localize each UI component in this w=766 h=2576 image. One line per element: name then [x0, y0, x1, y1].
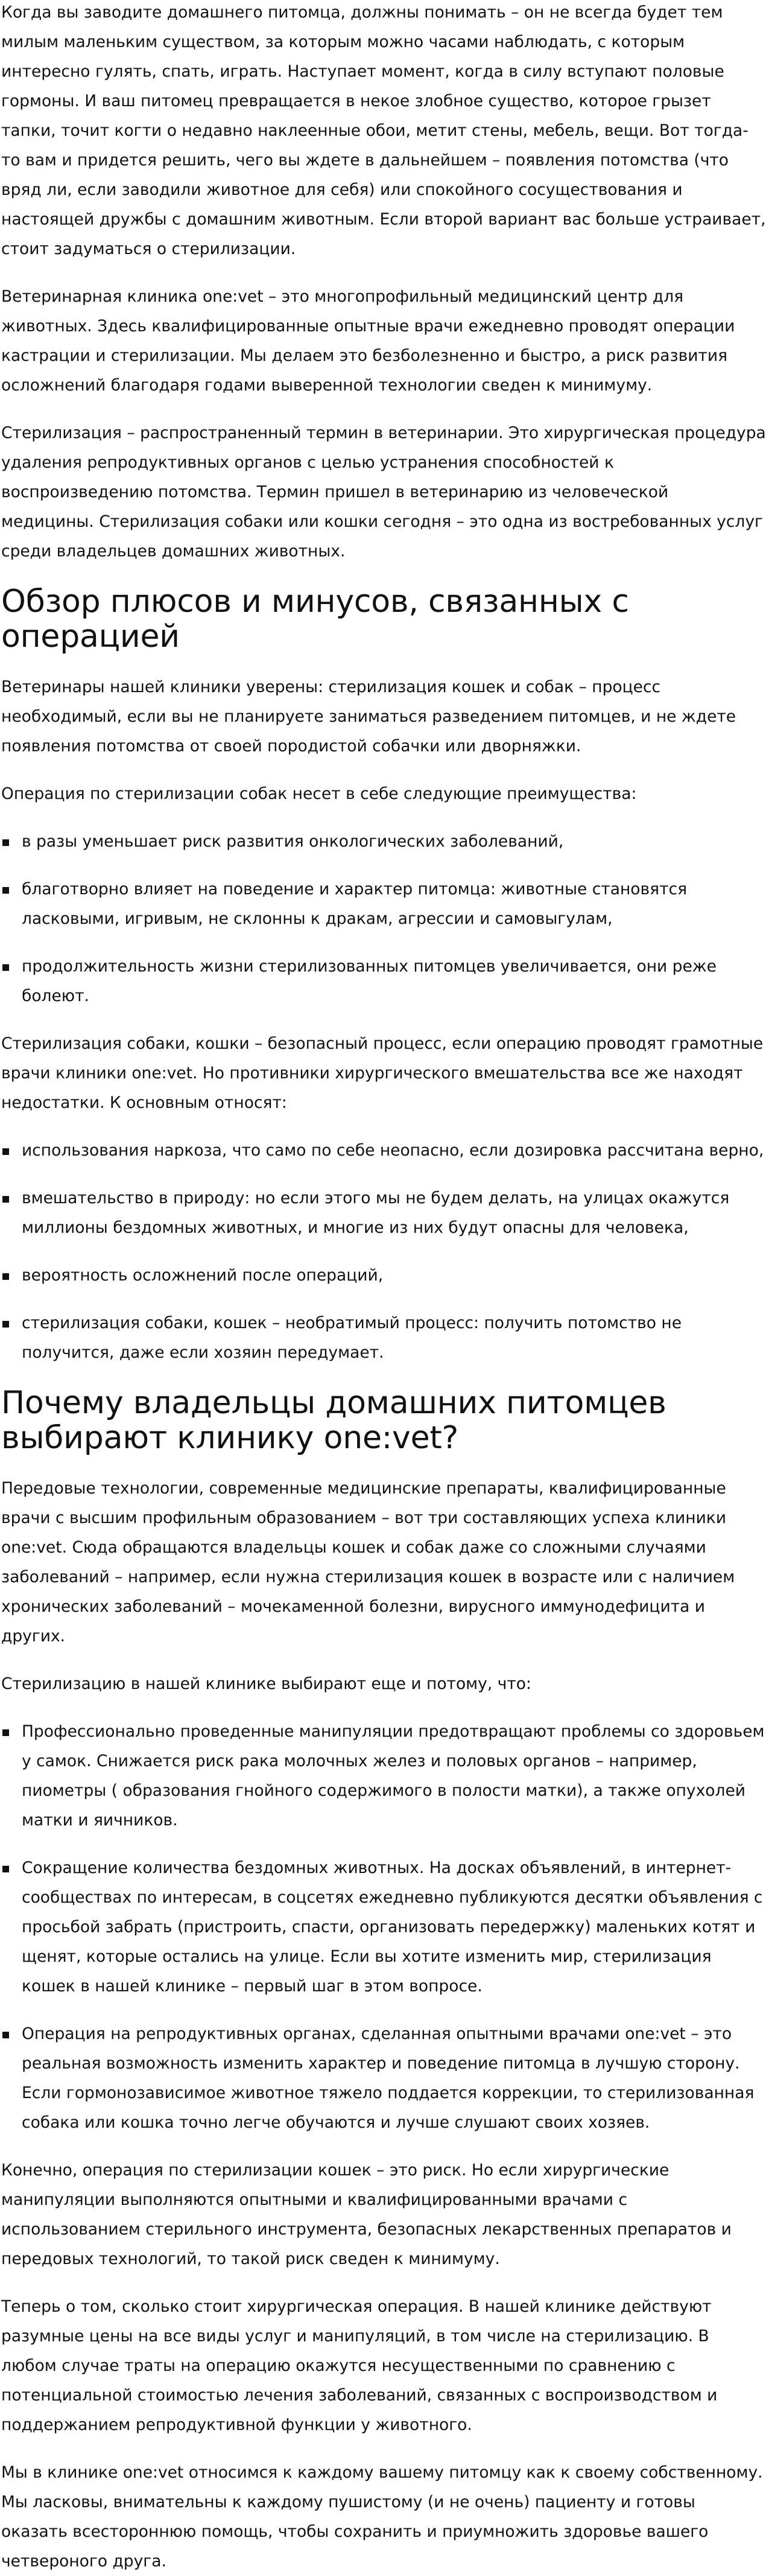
list-item [1, 874, 766, 933]
list-item-text: использования наркоза, что само по себе неопасно, если дозировка рассчитана верно, [22, 1141, 764, 1160]
intro-paragraph-3: Стерилизация – распространенный термин в ветеринарии. Это хирургическая процедура удаления репродуктивных органов с целью устранения способностей к воспроизведению потомства. Термин пришел в ветеринарию из человеческой медицины. Стерилизация собаки или кошки сегодня – это одна из востребованных услуг среди владельцев домашних животных. [1, 424, 766, 561]
cons-list [1, 1136, 766, 1367]
pros-cons-paragraph-2: Операция по стерилизации собак несет в себе следующие преимущества: [1, 784, 637, 803]
list-item-text: в разы уменьшает риск развития онкологических заболеваний, [22, 832, 564, 851]
list-item [1, 1261, 766, 1290]
intro-paragraph-1: Когда вы заводите домашнего питомца, должны понимать – он не всегда будет тем милым маленьким существом, за которым можно часами наблюдать, с которым интересно гулять, спать, играть. Наступает момент, когда в силу вступают половые гормоны. И ваш питомец превращается в некое злобное существо, которое грызет тапки, точит когти о недавно наклеенные обои, метит стены, мебель, вещи. Вот тогда-то вам и придется решить, чего вы ждете в дальнейшем – появления потомства (что вряд ли, если заводили животное для себя) или спокойного сосуществования и настоящей дружбы с домашним животным. Если второй вариант вас больше устраивает, стоит задуматься о стерилизации. [1, 3, 766, 258]
list-item-text: вероятность осложнений после операций, [22, 1266, 384, 1285]
bullet-square-icon [2, 887, 9, 894]
why-clinic-paragraph-3: Конечно, операция по стерилизации кошек – это риск. Но если хирургические манипуляции выполняются опытными и квалифицированными врачами с использованием стерильного инструмента, безопасных лекарственных препаратов и передовых технологий, то такой риск сведен к минимуму. [1, 2161, 732, 2268]
bullet-square-icon [2, 964, 9, 971]
bullet-square-icon [2, 2032, 9, 2038]
why-clinic-paragraph-4: Теперь о том, сколько стоит хирургическая операция. В нашей клинике действуют разумные цены на все виды услуг и манипуляций, в том числе на стерилизацию. В любом случае траты на операцию окажутся несущественными по сравнению с потенциальной стоимостью лечения заболеваний, связанных с воспроизводством и поддержанием репродуктивной функции у животного. [1, 2297, 718, 2434]
why-clinic-paragraph-2: Стерилизацию в нашей клинике выбирают еще и потому, что: [1, 1674, 531, 1693]
section-heading-pros-cons: Обзор плюсов и минусов, связанных с операцией [1, 584, 629, 655]
list-item-text: Сокращение количества бездомных животных. На досках объявлений, в интернет-сообществах по интересам, в соцсетях ежедневно публикуются десятки объявления с просьбой забрать (пристроить, спасти, организовать передержку) маленьких котят и щенят, которые остались на улице. Если вы хотите изменить мир, стерилизация кошек в нашей клинике – первый шаг в этом вопросе. [22, 1859, 763, 1996]
list-item [1, 827, 766, 856]
list-item [1, 1717, 766, 1835]
list-item [1, 1183, 766, 1242]
bullet-square-icon [2, 1273, 9, 1280]
list-item [1, 2019, 766, 2137]
bullet-square-icon [2, 1196, 9, 1203]
bullet-square-icon [2, 1321, 9, 1328]
pros-cons-paragraph-1: Ветеринары нашей клиники уверены: стерилизация кошек и собак – процесс необходимый, если вы не планируете заниматься разведением питомцев, и не ждете появления потомства от своей породистой собачки или дворняжки. [1, 678, 736, 755]
bullet-square-icon [2, 839, 9, 846]
intro-paragraph-2: Ветеринарная клиника one:vet – это многопрофильный медицинский центр для животных. Здесь квалифицированные опытные врачи ежедневно проводят операции кастрации и стерилизации. Мы делаем это безболезненно и быстро, а риск развития осложнений благодаря годами выверенной технологии сведен к минимуму. [1, 287, 735, 395]
section-heading-why-clinic: Почему владельцы домашних питомцев выбирают клинику one:vet? [1, 1385, 666, 1456]
list-item [1, 1308, 766, 1367]
why-clinic-paragraph-5: Мы в клинике one:vet относимся к каждому вашему питомцу как к своему собственному. Мы ласковы, внимательны к каждому пушистому (и не очень) пациенту и готовы оказать всестороннюю помощь, чтобы сохранить и приумножить здоровье вашего четвероного друга. [1, 2463, 763, 2571]
bullet-square-icon [2, 1729, 9, 1736]
list-item [1, 1853, 766, 2001]
why-clinic-paragraph-1: Передовые технологии, современные медицинские препараты, квалифицированные врачи с высшим профильным образованием – вот три составляющих успеха клиники one:vet. Сюда обращаются владельцы кошек и собак даже со сложными случаями заболеваний – например, если нужна стерилизация кошек в возрасте или с наличием хронических заболеваний – мочекаменной болезни, вирусного иммунодефицита и других. [1, 1479, 735, 1646]
list-item-text: Операция на репродуктивных органах, сделанная опытными врачами one:vet – это реальная возможность изменить характер и поведение питомца в лучшую сторону. Если гормонозависимое животное тяжело поддается коррекции, то стерилизованная собака или кошка точно легче обучаются и лучше слушают своих хозяев. [22, 2024, 755, 2132]
list-item [1, 952, 766, 1011]
pros-cons-paragraph-3: Стерилизация собаки, кошки – безопасный процесс, если операцию проводят грамотные врачи клиники one:vet. Но противники хирургического вмешательства все же находят недостатки. К основным относят: [1, 1034, 764, 1112]
list-item [1, 1136, 766, 1165]
list-item-text: вмешательство в природу: но если этого мы не будем делать, на улицах окажутся миллионы бездомных животных, и многие из них будут опасны для человека, [22, 1189, 730, 1237]
list-item-text: стерилизация собаки, кошек – необратимый процесс: получить потомство не получится, даже если хозяин передумает. [22, 1314, 682, 1362]
reasons-list [1, 1717, 766, 2137]
list-item-text: продолжительность жизни стерилизованных питомцев увеличивается, они реже болеют. [22, 957, 717, 1005]
list-item-text: Профессионально проведенные манипуляции предотвращают проблемы со здоровьем у самок. Снижается риск рака молочных желез и половых органов – например, пиометры ( образования гнойного содержимого в полости матки), а также опухолей матки и яичников. [22, 1722, 765, 1830]
pros-list [1, 827, 766, 1011]
bullet-square-icon [2, 1148, 9, 1155]
list-item-text: благотворно влияет на поведение и характер питомца: животные становятся ласковыми, игривым, не склонны к дракам, агрессии и самовыгулам, [22, 880, 688, 928]
bullet-square-icon [2, 1866, 9, 1872]
